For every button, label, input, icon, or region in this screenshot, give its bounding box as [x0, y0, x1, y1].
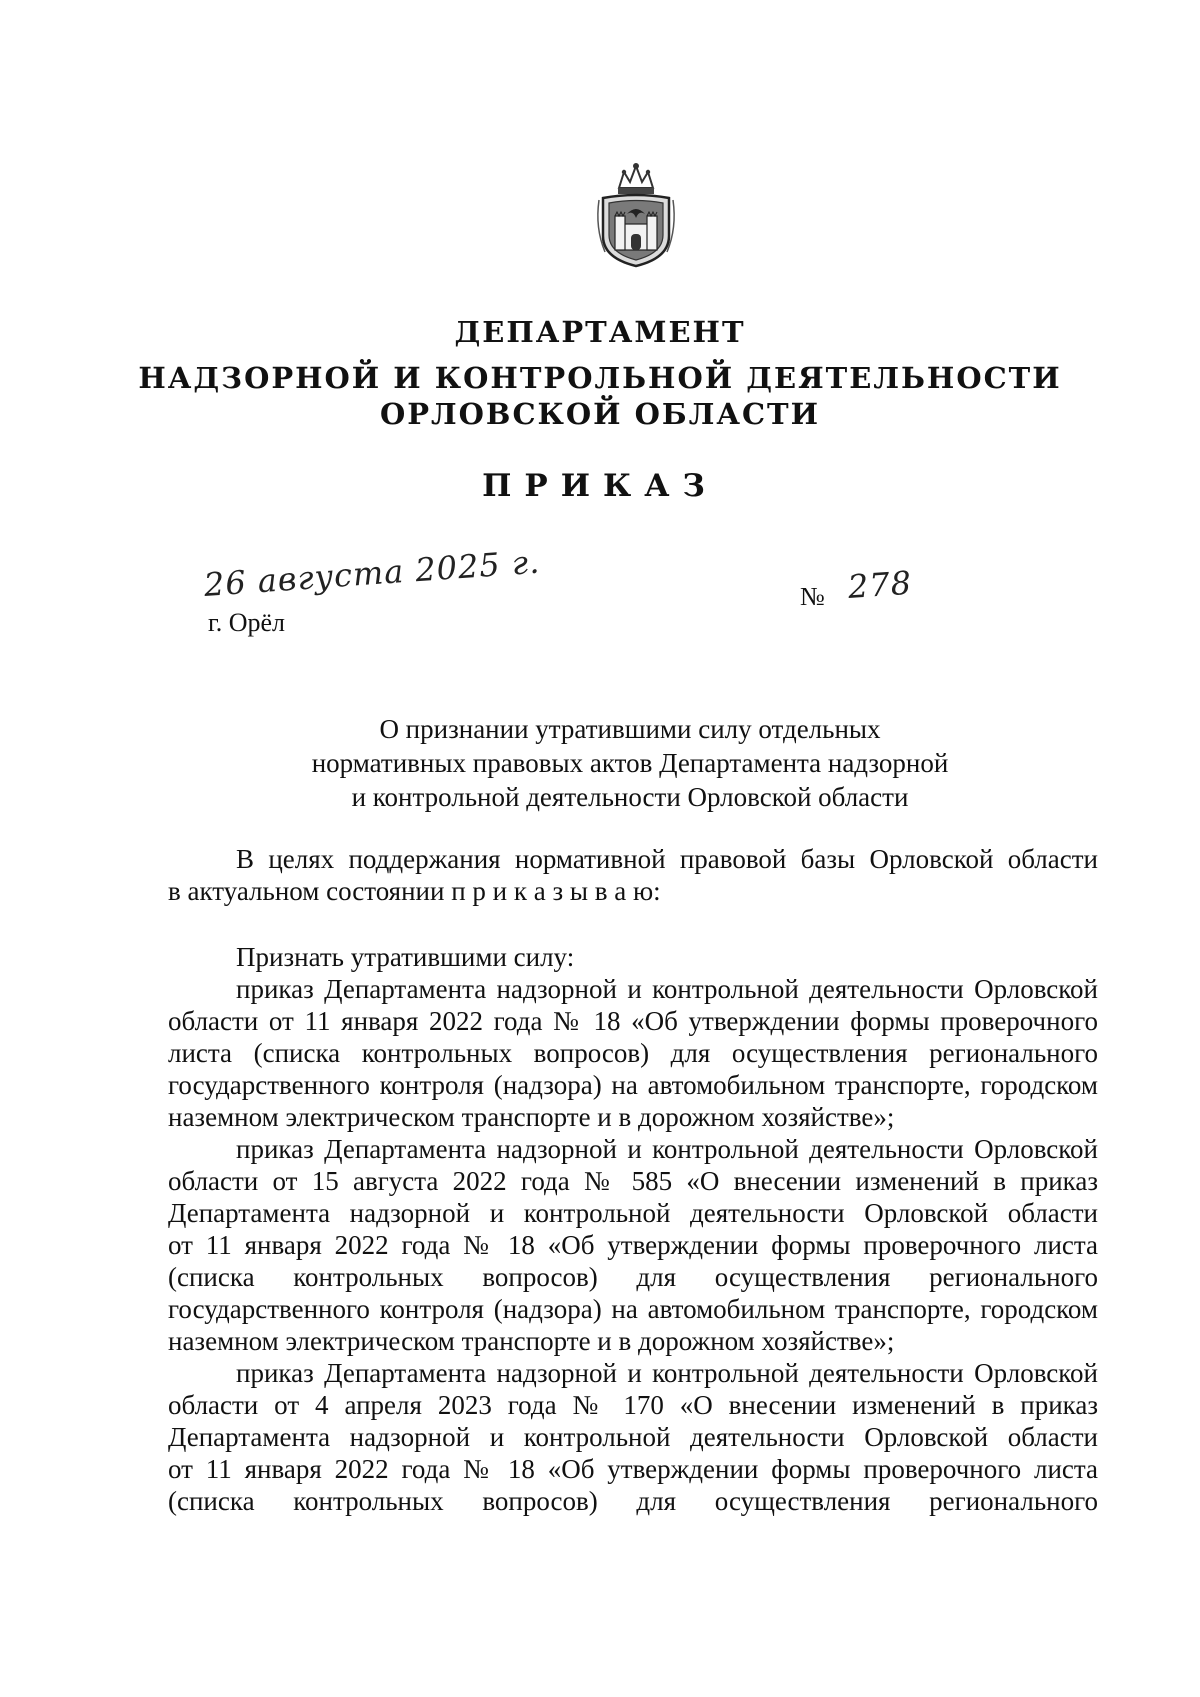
handwritten-date: 26 августа 2025 г.	[202, 542, 542, 604]
handwritten-number: 278	[846, 563, 914, 606]
department-line-2: НАДЗОРНОЙ И КОНТРОЛЬНОЙ ДЕЯТЕЛЬНОСТИ	[138, 361, 1062, 395]
item-line: приказ Департамента надзорной и контрольной деятельности Орловской	[236, 1358, 1098, 1388]
item-line: от 11 января 2022 года № 18 «Об утверждении формы проверочного листа	[168, 1230, 1098, 1260]
item-line: приказ Департамента надзорной и контрольной деятельности Орловской	[236, 1134, 1098, 1164]
document-title	[200, 712, 1060, 814]
city-label: г. Орёл	[208, 608, 286, 637]
preamble-line: В целях поддержания нормативной правовой базы Орловской области	[236, 844, 1098, 874]
document-type-heading: ПРИКАЗ	[482, 468, 718, 504]
clause-intro: Признать утратившими силу:	[236, 942, 575, 972]
item-line: (списка контрольных вопросов) для осуществления регионального	[168, 1262, 1098, 1292]
document-body	[168, 843, 1098, 1517]
department-line-3: ОРЛОВСКОЙ ОБЛАСТИ	[379, 397, 821, 431]
coat-of-arms-emblem-icon	[591, 158, 681, 268]
item-line: Департамента надзорной и контрольной деятельности Орловской области	[168, 1198, 1098, 1228]
title-line: нормативных правовых актов Департамента надзорной	[311, 748, 949, 778]
department-line-1: ДЕПАРТАМЕНТ	[454, 315, 746, 349]
item-line: государственного контроля (надзора) на автомобильном транспорте, городском	[168, 1294, 1098, 1324]
item-line: Департамента надзорной и контрольной деятельности Орловской области	[168, 1422, 1098, 1452]
title-line: О признании утратившими силу отдельных	[379, 714, 881, 744]
preamble-line: в актуальном состоянии п р и к а з ы в а ю:	[168, 876, 661, 906]
item-line: наземном электрическом транспорте и в дорожном хозяйстве»;	[168, 1102, 895, 1132]
item-line: приказ Департамента надзорной и контрольной деятельности Орловской	[236, 974, 1098, 1004]
item-line: (списка контрольных вопросов) для осуществления регионального	[168, 1486, 1098, 1516]
item-line: области от 4 апреля 2023 года № 170 «О внесении изменений в приказ	[168, 1390, 1098, 1420]
item-line: государственного контроля (надзора) на автомобильном транспорте, городском	[168, 1070, 1098, 1100]
item-line: листа (списка контрольных вопросов) для осуществления регионального	[168, 1038, 1098, 1068]
item-line: наземном электрическом транспорте и в дорожном хозяйстве»;	[168, 1326, 895, 1356]
item-line: области от 15 августа 2022 года № 585 «О внесении изменений в приказ	[168, 1166, 1098, 1196]
item-line: области от 11 января 2022 года № 18 «Об утверждении формы проверочного	[168, 1006, 1098, 1036]
item-line: от 11 января 2022 года № 18 «Об утверждении формы проверочного листа	[168, 1454, 1098, 1484]
number-label: №	[800, 582, 825, 611]
title-line: и контрольной деятельности Орловской области	[351, 782, 909, 812]
